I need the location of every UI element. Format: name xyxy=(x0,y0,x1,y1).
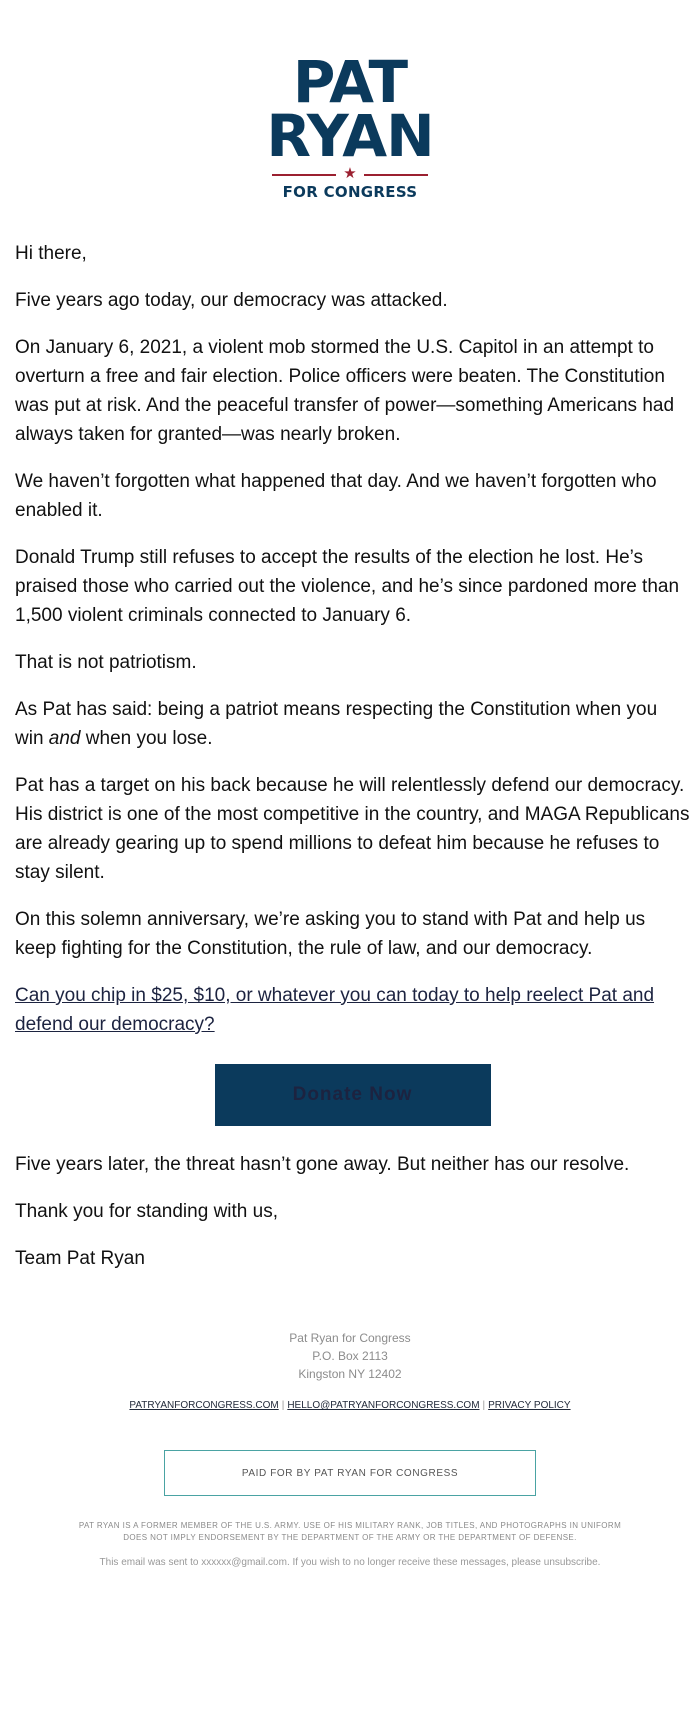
paragraph-january-6: On January 6, 2021, a violent mob stormed the U.S. Capitol in an attempt to overturn a free and fair election. Police officers were beaten. The Constitution was put at risk. And the peaceful transfer of power—something Americans had always taken for granted—was nearly broken. xyxy=(15,337,675,445)
paragraph-resolve: Five years later, the threat hasn’t gone away. But neither has our resolve. xyxy=(15,1154,630,1175)
footer-city: Kingston NY 12402 xyxy=(298,1367,402,1381)
quote-text-start: As Pat has said: being a patriot means respecting the Constitution when you win xyxy=(15,699,658,749)
campaign-logo xyxy=(0,48,700,201)
paragraph-trump: Donald Trump still refuses to accept the results of the election he lost. He’s praised those who carried out the violence, and he’s since pardoned more than 1,500 violent criminals connected to January 6. xyxy=(15,547,680,626)
paragraph-attack: Five years ago today, our democracy was attacked. xyxy=(15,290,448,311)
sent-notice: This email was sent to xxxxxx@gmail.com. If you wish to no longer receive these messages, please unsubscribe. xyxy=(99,1557,601,1568)
greeting: Hi there, xyxy=(15,243,87,264)
paragraph-not-patriotism: That is not patriotism. xyxy=(15,652,197,673)
paragraph-ask xyxy=(15,981,690,1039)
link-separator: | xyxy=(281,1400,285,1411)
website-link[interactable]: PATRYANFORCONGRESS.COM xyxy=(129,1400,279,1411)
paragraph-target: Pat has a target on his back because he will relentlessly defend our democracy. His district is one of the most competitive in the country, and MAGA Republicans are already gearing up to spend millions to defeat him because he refuses to stay silent. xyxy=(15,775,690,883)
chip-in-link[interactable]: Can you chip in $25, $10, or whatever you can today to help reelect Pat and defend our democracy? xyxy=(15,985,655,1035)
footer-org: Pat Ryan for Congress xyxy=(289,1331,411,1345)
logo-subtitle: FOR CONGRESS xyxy=(282,183,418,201)
paid-for-box: PAID FOR BY PAT RYAN FOR CONGRESS xyxy=(164,1450,536,1496)
paragraph-thanks: Thank you for standing with us, xyxy=(15,1201,278,1222)
logo-rule-right xyxy=(364,174,428,176)
footer-po-box: P.O. Box 2113 xyxy=(312,1349,388,1363)
donate-button-row xyxy=(15,1064,690,1126)
email-footer xyxy=(0,1329,700,1570)
logo-line-first: PAT xyxy=(292,48,408,116)
email-body xyxy=(15,239,690,1291)
link-separator: | xyxy=(482,1400,486,1411)
quote-emphasis: and xyxy=(48,728,81,749)
paragraph-anniversary: On this solemn anniversary, we’re asking you to stand with Pat and help us keep fighting for the Constitution, the rule of law, and our democracy. xyxy=(15,909,646,959)
paragraph-patriot-quote xyxy=(15,695,690,753)
paragraph-not-forgotten: We haven’t forgotten what happened that day. And we haven’t forgotten who enabled it. xyxy=(15,471,657,521)
privacy-policy-link[interactable]: PRIVACY POLICY xyxy=(488,1400,571,1411)
signoff: Team Pat Ryan xyxy=(15,1248,145,1269)
star-icon: ★ xyxy=(343,165,357,182)
logo-rule-left xyxy=(272,174,336,176)
footer-links xyxy=(0,1399,700,1413)
military-disclaimer: PAT RYAN IS A FORMER MEMBER OF THE U.S. ARMY. USE OF HIS MILITARY RANK, JOB TITLES, AND PHOTOGRAPHS IN UNIFORM DOES NOT IMPLY ENDORSEMENT BY THE DEPARTMENT OF THE ARMY OR THE DEPARTMENT OF DEFENSE. xyxy=(78,1521,622,1542)
quote-text-end: when you lose. xyxy=(80,728,213,749)
email-link[interactable]: HELLO@PATRYANFORCONGRESS.COM xyxy=(287,1400,480,1411)
logo-divider xyxy=(272,167,428,183)
logo-line-last: RYAN xyxy=(266,102,434,170)
donate-now-button[interactable]: Donate Now xyxy=(215,1064,491,1126)
